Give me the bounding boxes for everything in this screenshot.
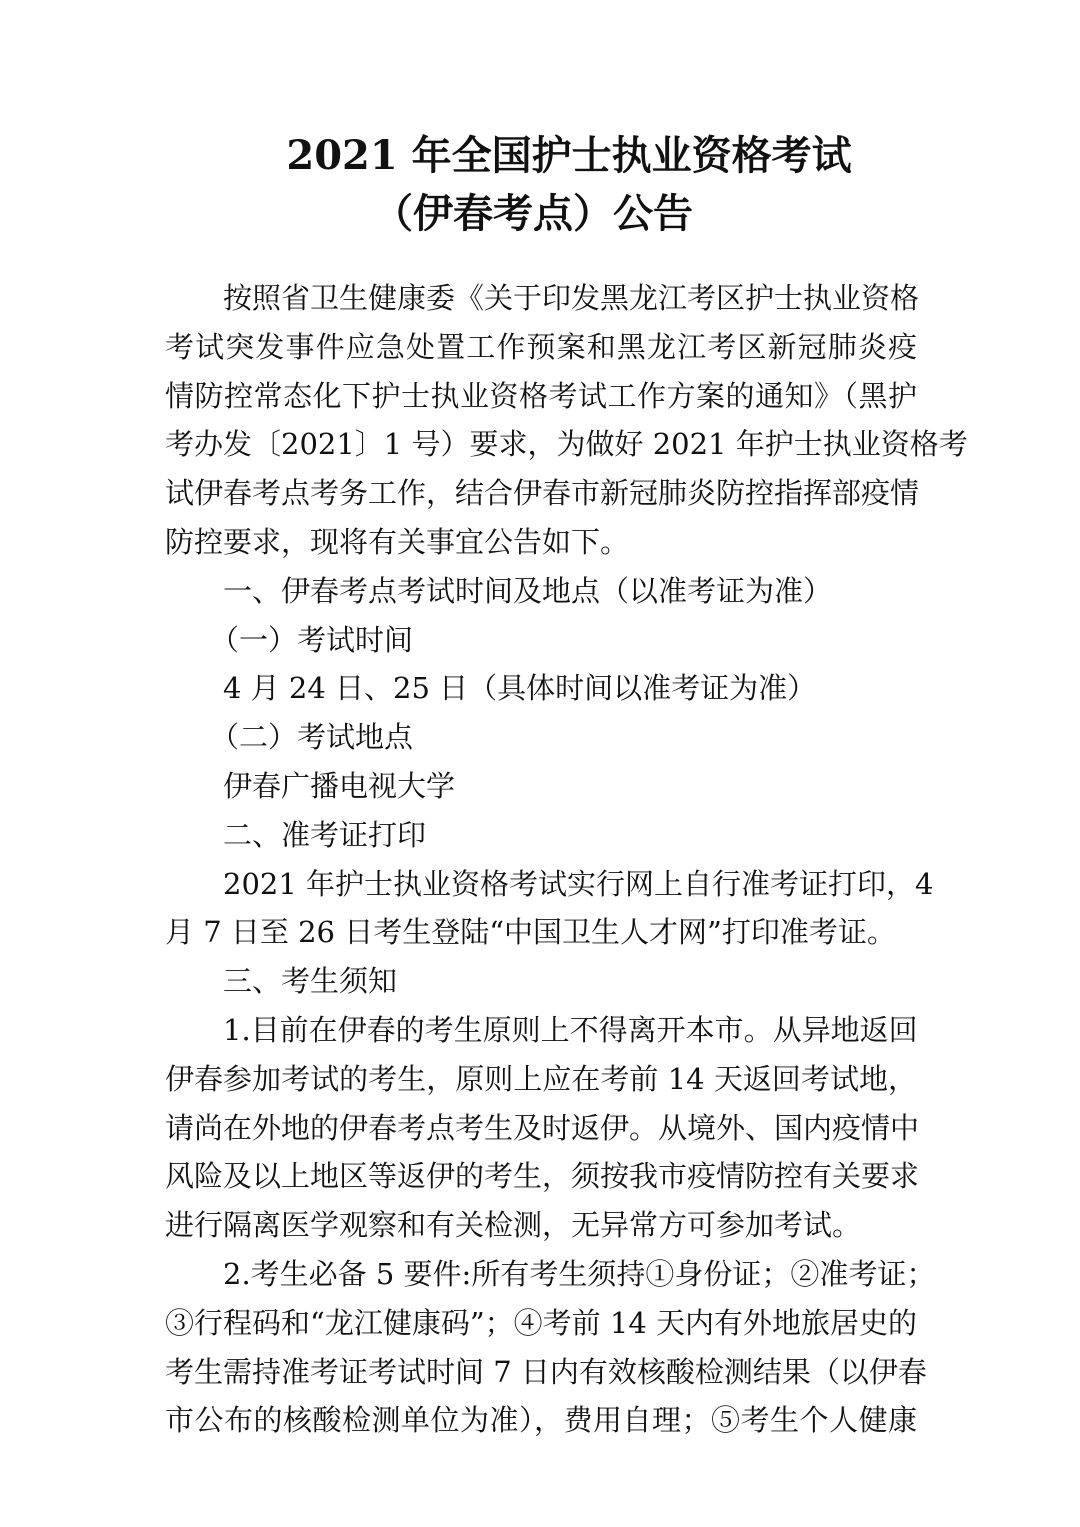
intro-line: 情防控常态化下护士执业资格考试工作方案的通知》（黑护 <box>165 378 917 413</box>
section-3-heading: 三、考生须知 <box>223 964 398 999</box>
notice-item-1-line: 进行隔离医学观察和有关检测，无异常方可参加考试。 <box>165 1208 862 1243</box>
notice-item-2-line: ③行程码和“龙江健康码”；④考前 14 天内有外地旅居史的 <box>165 1305 917 1340</box>
announcement-title <box>0 128 1080 242</box>
section-1-heading: 一、伊春考点考试时间及地点（以准考证为准） <box>223 573 833 608</box>
notice-item-2-line: 考生需持准考证考试时间 7 日内有效核酸检测结果（以伊春 <box>165 1354 927 1389</box>
notice-item-1-line: 风险及以上地区等返伊的考生，须按我市疫情防控有关要求 <box>165 1159 920 1194</box>
section-2-heading: 二、准考证打印 <box>223 817 427 852</box>
admission-ticket-line: 月 7 日至 26 日考生登陆“中国卫生人才网”打印准考证。 <box>165 915 896 950</box>
announcement-body <box>165 274 968 1445</box>
intro-line: 按照省卫生健康委《关于印发黑龙江考区护士执业资格 <box>223 281 920 315</box>
notice-item-1-line: 请尚在外地的伊春考点考生及时返伊。从境外、国内疫情中 <box>165 1110 920 1145</box>
notice-item-2-line: 2.考生必备 5 要件:所有考生须持①身份证；②准考证； <box>223 1256 936 1291</box>
intro-line: 考办发〔2021〕1 号）要求，为做好 2021 年护士执业资格考 <box>165 427 968 462</box>
exam-location-text: 伊春广播电视大学 <box>223 768 456 803</box>
title-line-2: （伊春考点）公告 <box>373 190 693 237</box>
admission-ticket-line: 2021 年护士执业资格考试实行网上自行准考证打印，4 <box>223 866 934 901</box>
notice-item-1-line: 伊春参加考试的考生，原则上应在考前 14 天返回考试地， <box>165 1061 917 1096</box>
exam-time-heading: （一）考试时间 <box>210 622 414 657</box>
intro-line: 防控要求，现将有关事宜公告如下。 <box>165 524 630 559</box>
notice-item-1-line: 1.目前在伊春的考生原则上不得离开本市。从异地返回 <box>223 1012 918 1047</box>
exam-location-heading: （二）考试地点 <box>210 720 414 755</box>
exam-time-text: 4 月 24 日、25 日（具体时间以准考证为准） <box>223 671 817 706</box>
intro-line: 试伊春考点考务工作，结合伊春市新冠肺炎防控指挥部疫情 <box>165 476 920 511</box>
title-line-1: 2021 年全国护士执业资格考试 <box>286 132 852 179</box>
intro-line: 考试突发事件应急处置工作预案和黑龙江考区新冠肺炎疫 <box>165 329 917 364</box>
notice-item-2-line: 市公布的核酸检测单位为准），费用自理；⑤考生个人健康 <box>165 1403 917 1438</box>
